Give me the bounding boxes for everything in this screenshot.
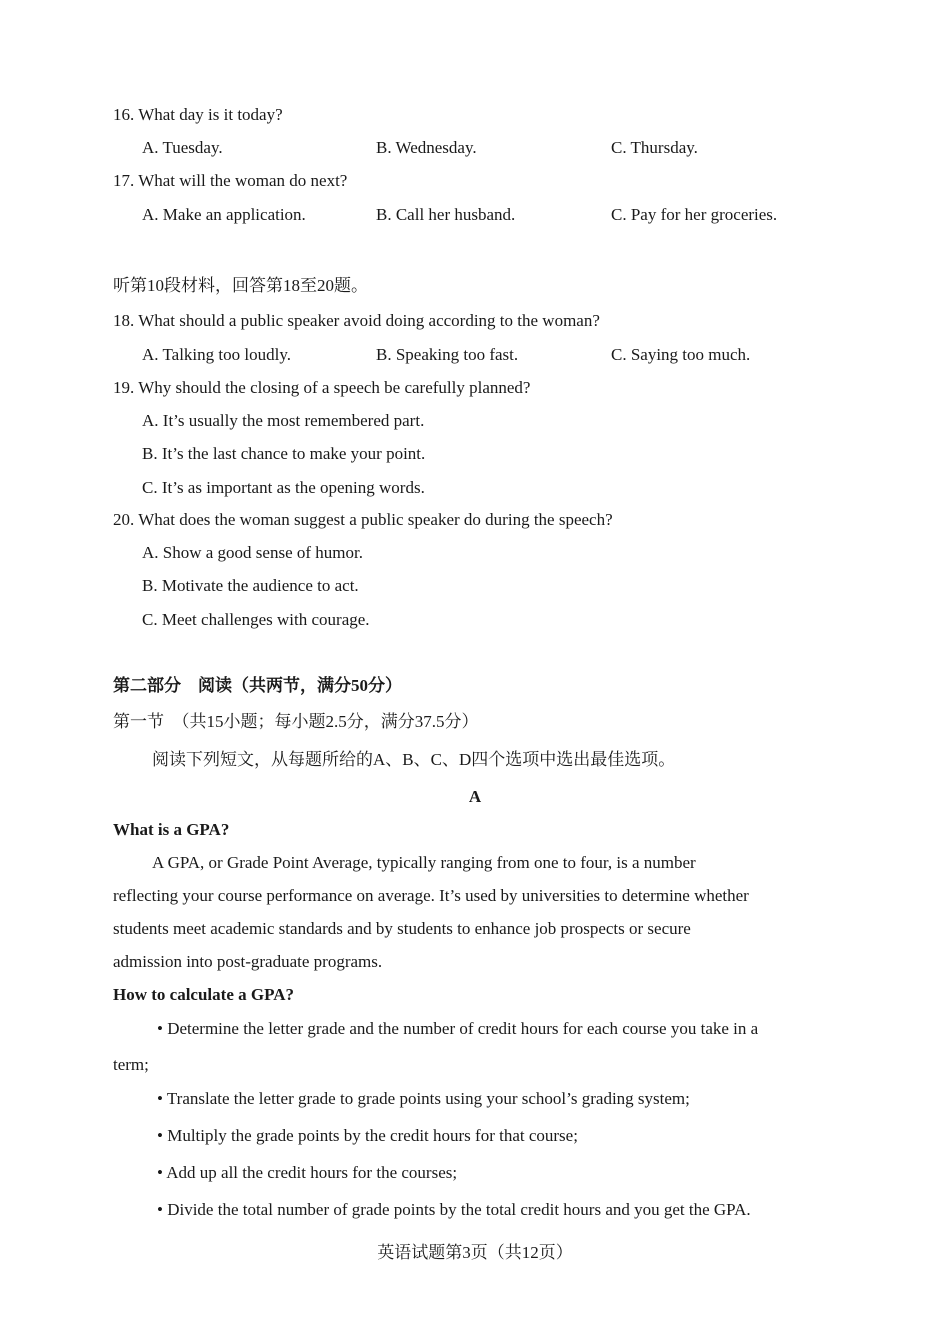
- passage-label: A: [468, 787, 482, 806]
- question-16-option-a: A. Tuesday.: [142, 138, 223, 157]
- question-19-stem: 19. Why should the closing of a speech be carefully planned?: [113, 378, 531, 397]
- page-footer: 英语试题第3页（共12页）: [377, 1243, 573, 1262]
- paragraph-1-line-2: reflecting your course performance on average. It’s used by universities to determine whether: [113, 886, 749, 905]
- question-18-stem: 18. What should a public speaker avoid doing according to the woman?: [113, 311, 600, 330]
- question-19-option-c: C. It’s as important as the opening words.: [142, 478, 425, 497]
- question-16-stem: 16. What day is it today?: [113, 105, 283, 124]
- question-20-option-a: A. Show a good sense of humor.: [142, 543, 363, 562]
- question-17-option-b: B. Call her husband.: [376, 205, 516, 224]
- heading-how-to-calculate: How to calculate a GPA?: [113, 985, 294, 1004]
- question-18-option-c: C. Saying too much.: [611, 345, 751, 364]
- heading-what-is-gpa: What is a GPA?: [113, 820, 230, 839]
- question-20-stem: 20. What does the woman suggest a public speaker do during the speech?: [113, 510, 613, 529]
- question-20-option-c: C. Meet challenges with courage.: [142, 610, 370, 629]
- question-20-option-b: B. Motivate the audience to act.: [142, 576, 359, 595]
- bullet-3: • Multiply the grade points by the credit hours for that course;: [157, 1126, 578, 1145]
- bullet-5: • Divide the total number of grade points by the total credit hours and you get the GPA.: [157, 1200, 751, 1219]
- section-10-instruction: 听第10段材料，回答第18至20题。: [113, 276, 368, 295]
- question-17-option-a: A. Make an application.: [142, 205, 306, 224]
- bullet-4: • Add up all the credit hours for the courses;: [157, 1163, 458, 1182]
- question-19-option-b: B. It’s the last chance to make your point.: [142, 444, 426, 463]
- paragraph-1-line-1: A GPA, or Grade Point Average, typically ranging from one to four, is a number: [152, 853, 696, 872]
- part-2-title: 第二部分 阅读（共两节，满分50分）: [113, 676, 402, 695]
- question-16-option-b: B. Wednesday.: [376, 138, 477, 157]
- paragraph-1-line-3: students meet academic standards and by students to enhance job prospects or secure: [113, 919, 691, 938]
- question-18-option-b: B. Speaking too fast.: [376, 345, 519, 364]
- question-19-option-a: A. It’s usually the most remembered part.: [142, 411, 425, 430]
- paragraph-1-line-4: admission into post-graduate programs.: [113, 952, 383, 971]
- question-17-stem: 17. What will the woman do next?: [113, 171, 348, 190]
- question-16-option-c: C. Thursday.: [611, 138, 698, 157]
- question-18-option-a: A. Talking too loudly.: [142, 345, 291, 364]
- bullet-2: • Translate the letter grade to grade points using your school’s grading system;: [157, 1089, 690, 1108]
- bullet-1-line-1: • Determine the letter grade and the number of credit hours for each course you take in a: [157, 1019, 759, 1038]
- question-17-option-c: C. Pay for her groceries.: [611, 205, 778, 224]
- reading-instruction: 阅读下列短文，从每题所给的A、B、C、D四个选项中选出最佳选项。: [152, 750, 676, 769]
- section-1-title: 第一节 （共15小题；每小题2.5分，满分37.5分）: [113, 712, 479, 731]
- bullet-1-line-2: term;: [113, 1055, 149, 1074]
